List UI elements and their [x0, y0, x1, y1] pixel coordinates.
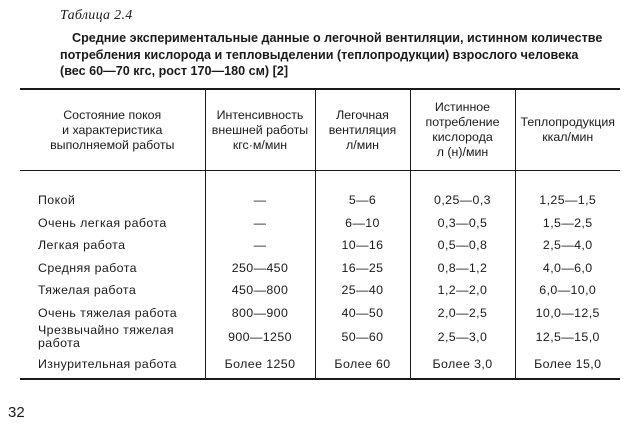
- spacer-row: [20, 171, 620, 190]
- table-row: [20, 257, 620, 280]
- cell-state: Изнурительная работа: [20, 350, 205, 379]
- header-state: [20, 89, 205, 171]
- cell-heat: 4,0—6,0: [515, 257, 620, 280]
- cell-heat: 12,5—15,0: [515, 324, 620, 350]
- table-row: [20, 324, 620, 350]
- spacer-cell: [315, 171, 410, 190]
- table-label: Таблица 2.4: [60, 8, 133, 23]
- cell-oxygen: 2,0—2,5: [410, 302, 515, 325]
- cell-intensity: 800—900: [205, 302, 315, 325]
- cell-ventilation: 6—10: [315, 212, 410, 235]
- cell-intensity: Более 1250: [205, 350, 315, 379]
- header-line: ккал/мин: [542, 130, 594, 144]
- cell-intensity: —: [205, 189, 315, 212]
- cell-ventilation: Более 60: [315, 350, 410, 379]
- header-heat: [515, 89, 620, 171]
- table-header-row: [20, 89, 620, 171]
- cell-intensity: —: [205, 212, 315, 235]
- table-row: [20, 279, 620, 302]
- cell-ventilation: 25—40: [315, 279, 410, 302]
- header-oxygen: [410, 89, 515, 171]
- cell-ventilation: 40—50: [315, 302, 410, 325]
- header-ventilation: [315, 89, 410, 171]
- cell-ventilation: 16—25: [315, 257, 410, 280]
- header-intensity: [205, 89, 315, 171]
- cell-state: Средняя работа: [38, 260, 137, 275]
- spacer-cell: [410, 171, 515, 190]
- table-row: [20, 189, 620, 212]
- caption-line-3: (вес 60—70 кгс, рост 170—180 см) [2]: [60, 64, 289, 78]
- header-line: Состояние покоя: [63, 107, 162, 122]
- header-line: внешней работы: [211, 122, 309, 137]
- spacer-cell: [205, 171, 315, 190]
- table-row: [20, 212, 620, 235]
- header-line: и характеристика: [62, 122, 163, 137]
- page-number: 32: [8, 404, 25, 421]
- table-row: [20, 350, 620, 379]
- cell-intensity: —: [205, 234, 315, 257]
- data-table: [20, 88, 620, 380]
- cell-ventilation: 5—6: [315, 189, 410, 212]
- cell-state: Чрезвычайно тяжелая работа: [38, 323, 174, 350]
- cell-heat: 6,0—10,0: [515, 279, 620, 302]
- caption-line-2: потребления кислорода и тепловыделении (теплопродукции) взрослого человека: [60, 47, 579, 62]
- cell-oxygen: 1,2—2,0: [410, 279, 515, 302]
- cell-heat: 2,5—4,0: [515, 234, 620, 257]
- table-row: [20, 234, 620, 257]
- cell-heat: 1,25—1,5: [515, 189, 620, 212]
- cell-ventilation: 50—60: [315, 324, 410, 350]
- cell-intensity: 900—1250: [205, 324, 315, 350]
- cell-heat: Более 15,0: [515, 350, 620, 379]
- cell-oxygen: 0,25—0,3: [410, 189, 515, 212]
- header-line: л (н)/мин: [436, 145, 489, 159]
- caption-line-1: Средние экспериментальные данные о легочной вентиляции, истинном количестве: [72, 31, 603, 45]
- header-line: выполняемой работы: [50, 137, 175, 152]
- cell-oxygen: Более 3,0: [410, 350, 515, 379]
- cell-ventilation: 10—16: [315, 234, 410, 257]
- cell-heat: 1,5—2,5: [515, 212, 620, 235]
- spacer-cell: [515, 171, 620, 190]
- header-line: Легочная: [336, 107, 389, 122]
- header-line: Интенсивность: [216, 107, 304, 122]
- cell-intensity: 250—450: [205, 257, 315, 280]
- cell-oxygen: 0,8—1,2: [410, 257, 515, 280]
- cell-oxygen: 2,5—3,0: [410, 324, 515, 350]
- cell-state: Покой: [38, 193, 76, 208]
- cell-oxygen: 0,3—0,5: [410, 212, 515, 235]
- cell-state: Легкая работа: [38, 238, 126, 253]
- header-line: Истинное: [434, 100, 491, 114]
- header-line: вентиляция: [328, 122, 397, 137]
- spacer-cell: [20, 171, 205, 190]
- cell-heat: 10,0—12,5: [515, 302, 620, 325]
- header-line: потребление: [425, 115, 500, 129]
- table-caption: [60, 30, 630, 80]
- cell-state: Очень легкая работа: [38, 215, 167, 230]
- cell-state: Тяжелая работа: [38, 283, 137, 298]
- header-line: кислорода: [432, 130, 493, 144]
- cell-state: Очень тяжелая работа: [38, 305, 178, 320]
- table-row: [20, 302, 620, 325]
- header-line: Теплопродукция: [520, 115, 616, 129]
- cell-oxygen: 0,5—0,8: [410, 234, 515, 257]
- header-line: кгс·м/мин: [232, 137, 288, 152]
- header-line: л/мин: [346, 137, 379, 152]
- cell-intensity: 450—800: [205, 279, 315, 302]
